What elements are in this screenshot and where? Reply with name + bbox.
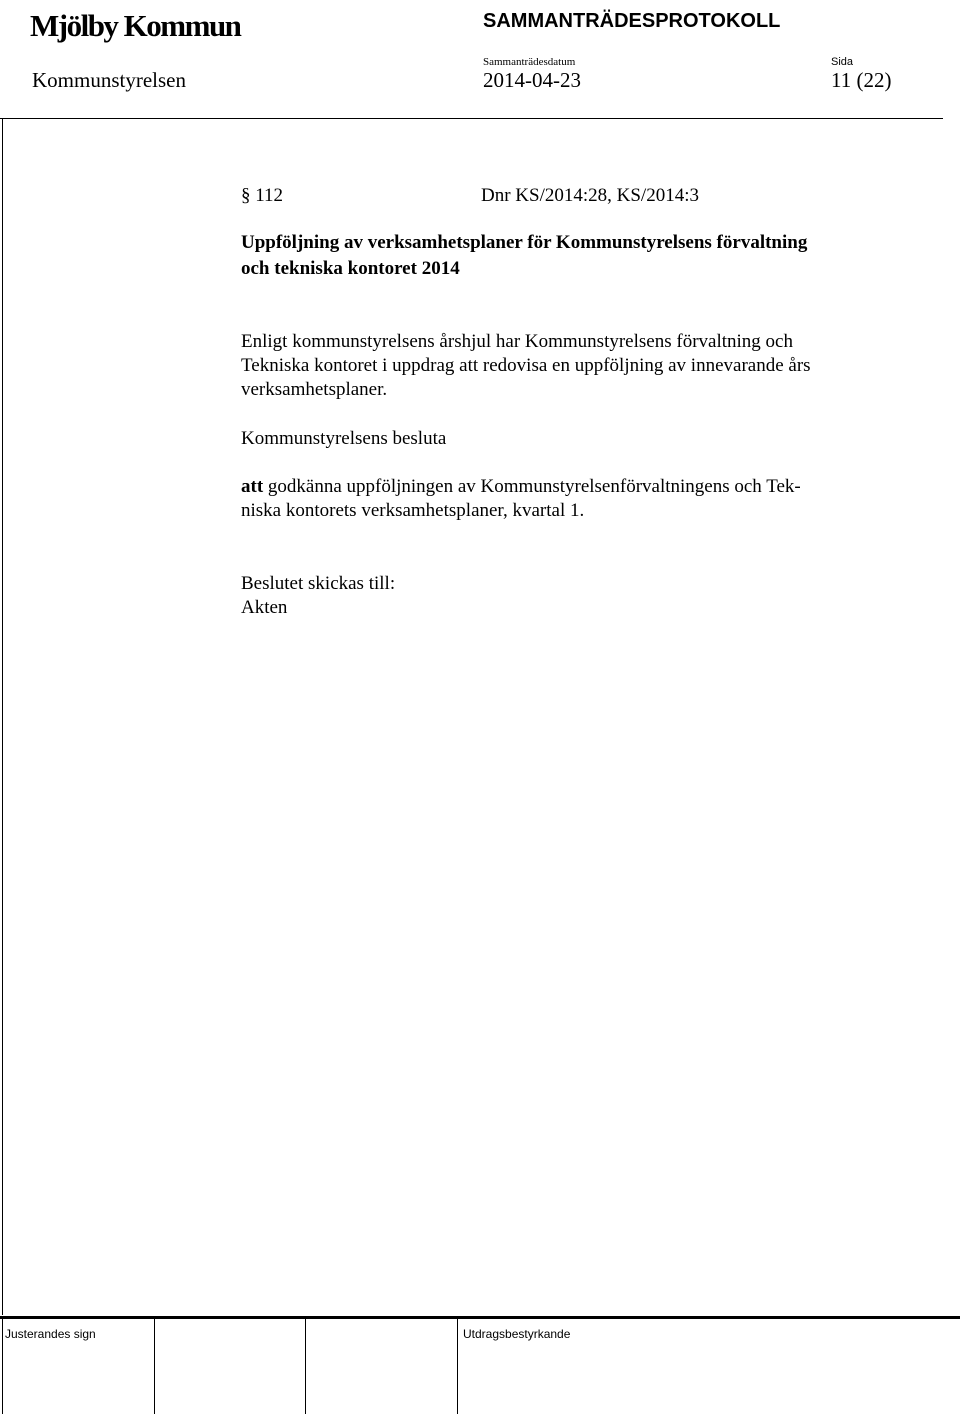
committee-name: Kommunstyrelsen bbox=[32, 68, 186, 92]
intro-line-1: Enligt kommunstyrelsens årshjul har Kommunstyrelsens förvaltning och bbox=[241, 331, 793, 352]
meeting-date: 2014-04-23 bbox=[483, 68, 581, 92]
footer-divider bbox=[0, 1316, 960, 1319]
item-title-line-2: och tekniska kontoret 2014 bbox=[241, 258, 460, 279]
signature-label: Justerandes sign bbox=[5, 1327, 96, 1341]
header-divider bbox=[0, 118, 943, 119]
document-title: SAMMANTRÄDESPROTOKOLL bbox=[483, 10, 781, 32]
page-number: 11 (22) bbox=[831, 68, 892, 92]
decision-text-1: godkänna uppföljningen av Kommunstyrelsenförvaltningens och Tek- bbox=[267, 476, 801, 497]
diary-number: Dnr KS/2014:28, KS/2014:3 bbox=[481, 185, 699, 206]
sent-to-recipient: Akten bbox=[241, 597, 288, 618]
decision-line-1 bbox=[241, 475, 801, 498]
page-label: Sida bbox=[831, 56, 854, 68]
left-margin-rule bbox=[2, 119, 3, 1315]
sent-to-label: Beslutet skickas till: bbox=[241, 573, 396, 594]
decision-keyword: att bbox=[241, 476, 264, 497]
intro-line-2: Tekniska kontoret i uppdrag att redovisa en uppföljning av innevarande års bbox=[241, 355, 811, 376]
item-title-line-1: Uppföljning av verksamhetsplaner för Kommunstyrelsens förvaltning bbox=[241, 232, 808, 253]
municipality-logo: Mjölby Kommun bbox=[30, 8, 241, 43]
decision-line-2: niska kontorets verksamhetsplaner, kvartal 1. bbox=[241, 500, 585, 521]
footer-cell-border bbox=[154, 1319, 155, 1414]
footer-cell-border bbox=[305, 1319, 306, 1414]
paragraph-number: § 112 bbox=[241, 185, 284, 206]
extract-certified-label: Utdragsbestyrkande bbox=[463, 1327, 571, 1341]
intro-line-3: verksamhetsplaner. bbox=[241, 379, 388, 400]
date-label: Sammanträdesdatum bbox=[483, 56, 576, 68]
footer-cell-border bbox=[457, 1319, 458, 1414]
footer-cell-border bbox=[2, 1319, 3, 1414]
decision-heading: Kommunstyrelsens besluta bbox=[241, 428, 447, 449]
